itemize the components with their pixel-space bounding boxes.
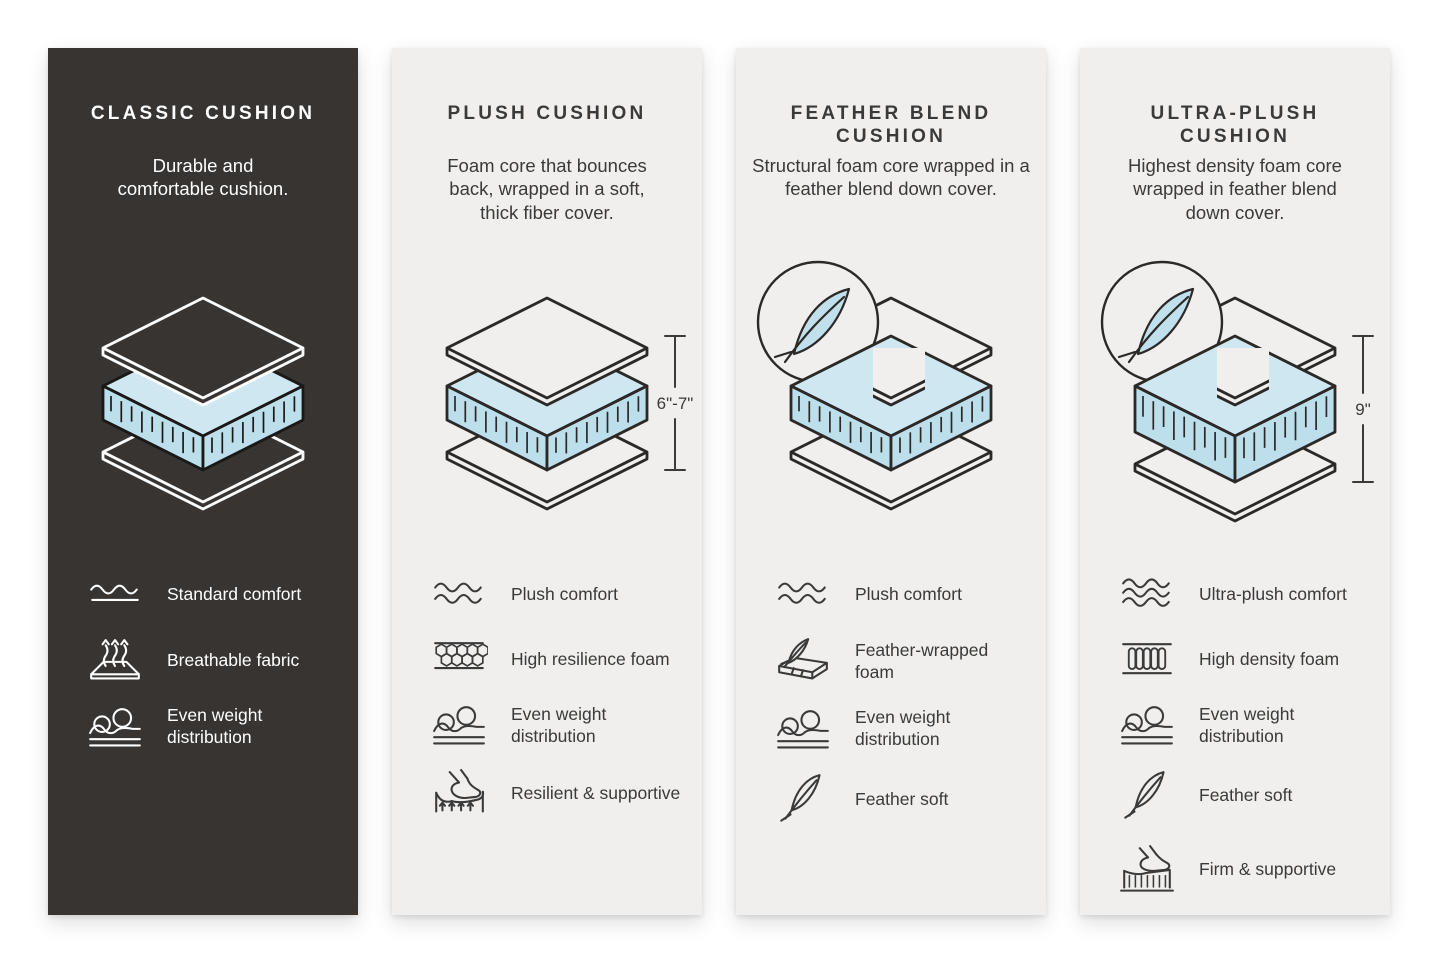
feature-label: Even weight distribution [855,707,951,750]
feature-item [1118,572,1384,616]
panel-description: Durable and comfortable cushion. [117,155,289,200]
panel-title [62,102,344,150]
thickness-bracket [1353,336,1373,482]
feature-item [430,637,696,681]
resilient-supportive-icon [430,769,488,819]
panel-title-line: CUSHION [835,126,946,148]
feature-label: Feather soft [855,789,949,810]
high-density-foam-icon [1118,638,1176,679]
feature-label: Feather-wrapped foam [855,639,989,682]
panel-title-line: FEATHER BLEND [790,103,992,124]
feature-label: Breathable fabric [167,649,300,670]
feature-item [774,637,1040,685]
feature-label: Even weight distribution [1199,703,1295,746]
cushion-card-feather-blend [736,48,1046,915]
feature-label: High resilience foam [511,648,670,669]
cushion-card-ultra-plush [1080,48,1390,915]
cushion-card-plush [392,48,702,915]
even-weight-icon [86,704,144,750]
feather-icon [1118,769,1176,823]
breathable-icon [86,637,144,683]
feature-item [1118,769,1384,823]
wave-double-icon [774,573,832,614]
layered-cushion-illustration [739,254,1043,528]
panel-title-line: CLASSIC CUSHION [90,103,316,124]
even-weight-icon [774,706,832,752]
feature-label: High density foam [1199,648,1340,669]
feature-label: Ultra-plush comfort [1199,583,1347,604]
panel-title-line: ULTRA-PLUSH [1150,103,1320,124]
thickness-bracket [657,336,694,470]
feature-list [48,572,358,749]
panel-description: Structural foam core wrapped in a feather blend down cover. [752,155,1030,200]
cushion-card-classic [48,48,358,915]
feature-item [1118,843,1384,895]
layered-cushion-illustration [51,254,355,528]
feature-item [774,572,1040,616]
panel-title [750,102,1032,150]
layered-cushion-illustration [1083,254,1387,528]
thickness-measurement: 9" [1355,400,1371,419]
layered-cushion-illustration [395,254,699,528]
panel-description: Highest density foam core wrapped in feather blend down cover. [1128,155,1342,223]
feature-label: Firm & supportive [1199,859,1337,880]
feather-wrapped-foam-icon [774,637,832,685]
feature-item [86,637,352,683]
feature-list [736,572,1046,826]
firm-supportive-icon [1118,843,1176,895]
feature-item [774,706,1040,752]
feature-label: Even weight distribution [167,705,263,748]
feature-label: Plush comfort [855,583,962,604]
wave-triple-icon [1118,573,1176,614]
feature-label: Resilient & supportive [511,783,681,804]
feature-label: Plush comfort [511,583,618,604]
panel-title-line: PLUSH CUSHION [447,103,647,124]
panel-title-line: CUSHION [1179,126,1290,148]
even-weight-icon [430,702,488,748]
feature-item [774,772,1040,826]
wave-single-icon [86,573,144,614]
feature-item [430,769,696,819]
thickness-measurement: 6"-7" [656,394,694,413]
feature-item [1118,637,1384,681]
feature-label: Even weight distribution [511,703,607,746]
feature-item [430,702,696,748]
cushion-diagram [48,254,358,532]
feature-label: Feather soft [1199,785,1293,806]
cushion-diagram [392,254,702,532]
feature-list [392,572,702,818]
feature-label: Standard comfort [167,583,302,604]
panel-title [406,102,688,150]
feature-item [86,572,352,616]
panel-description: Foam core that bounces back, wrapped in a soft, thick fiber cover. [447,155,647,223]
even-weight-icon [1118,702,1176,748]
cushion-diagram [736,254,1046,532]
wave-double-icon [430,573,488,614]
honeycomb-foam-icon [430,638,488,679]
cushion-diagram [1080,254,1390,532]
feature-item [1118,702,1384,748]
feather-icon [774,772,832,826]
panel-title [1094,102,1376,150]
feature-item [430,572,696,616]
feature-item [86,704,352,750]
feature-list [1080,572,1390,895]
